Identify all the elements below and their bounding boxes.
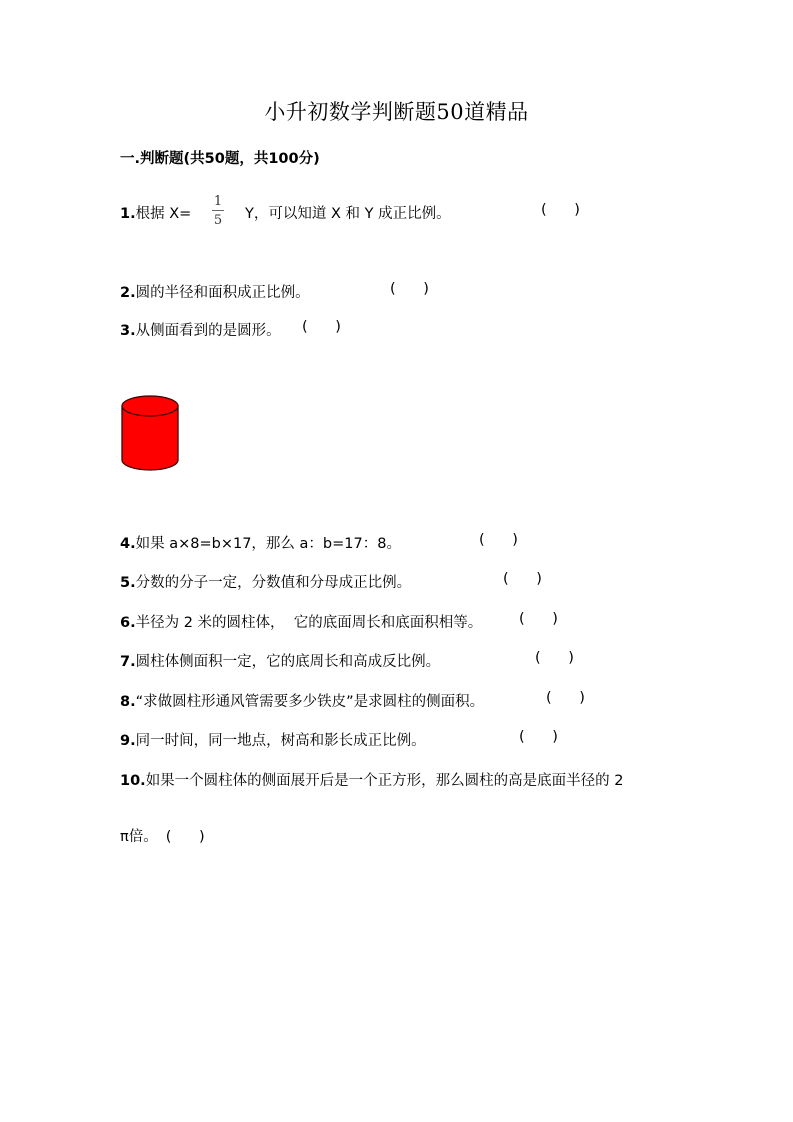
- question-text: 半径为 2 米的圆柱体， 它的底面周长和底面积相等。: [135, 615, 483, 631]
- question-number: 10.: [120, 773, 146, 789]
- fraction-numerator: 1: [213, 194, 223, 209]
- question-text: 分数的分子一定，分数值和分母成正比例。: [135, 575, 412, 591]
- fraction-bar: [212, 210, 224, 211]
- question-4: [120, 532, 401, 553]
- question-number: 3.: [120, 323, 136, 339]
- question-number: 6.: [120, 615, 136, 631]
- answer-blank-1[interactable]: ( ): [541, 202, 580, 218]
- answer-blank-4[interactable]: ( ): [479, 532, 518, 548]
- question-text-continuation: π倍。: [120, 829, 158, 845]
- question-9: [120, 729, 426, 750]
- question-text: 同一时间，同一地点，树高和影长成正比例。: [135, 733, 426, 749]
- answer-blank-7[interactable]: ( ): [535, 650, 574, 666]
- cylinder-top: [122, 396, 178, 416]
- question-10: [120, 769, 624, 790]
- question-text: 从侧面看到的是圆形。: [135, 323, 281, 339]
- question-number: 7.: [120, 654, 136, 670]
- page-title: 小升初数学判断题50道精品: [264, 100, 529, 124]
- fraction-denominator: 5: [213, 213, 223, 228]
- fraction-one-fifth: [208, 194, 228, 228]
- question-2: [120, 281, 310, 302]
- question-number: 2.: [120, 285, 136, 301]
- question-text-part-1: 根据 X=: [135, 206, 192, 222]
- answer-blank-6[interactable]: ( ): [519, 611, 558, 627]
- answer-blank-8[interactable]: ( ): [546, 690, 585, 706]
- question-1-continuation: Y，可以知道 X 和 Y 成正比例。: [245, 206, 451, 222]
- red-cylinder-icon: [118, 392, 182, 476]
- question-10-continuation: [120, 825, 205, 846]
- answer-blank-9[interactable]: ( ): [519, 729, 558, 745]
- question-text: 圆柱体侧面积一定，它的底周长和高成反比例。: [135, 654, 441, 670]
- answer-blank-5[interactable]: ( ): [503, 571, 542, 587]
- question-number: 1.: [120, 206, 136, 222]
- section-heading: 一.判断题(共50题，共100分): [120, 151, 320, 167]
- question-number: 8.: [120, 694, 136, 710]
- question-text: “求做圆柱形通风管需要多少铁皮”是求圆柱的侧面积。: [135, 694, 485, 710]
- answer-blank-10[interactable]: ( ): [165, 829, 205, 845]
- question-3: [120, 319, 281, 340]
- question-text: 如果一个圆柱体的侧面展开后是一个正方形，那么圆柱的高是底面半径的 2: [145, 773, 624, 789]
- question-number: 9.: [120, 733, 136, 749]
- question-5: [120, 571, 411, 592]
- question-number: 4.: [120, 536, 136, 552]
- answer-blank-3[interactable]: ( ): [302, 319, 341, 335]
- question-text: 圆的半径和面积成正比例。: [135, 285, 310, 301]
- question-1: [120, 202, 191, 223]
- question-6: [120, 611, 482, 632]
- question-8: [120, 690, 484, 711]
- question-text: 如果 a×8=b×17，那么 a：b=17：8。: [135, 536, 401, 552]
- question-number: 5.: [120, 575, 136, 591]
- question-7: [120, 650, 440, 671]
- answer-blank-2[interactable]: ( ): [390, 281, 429, 297]
